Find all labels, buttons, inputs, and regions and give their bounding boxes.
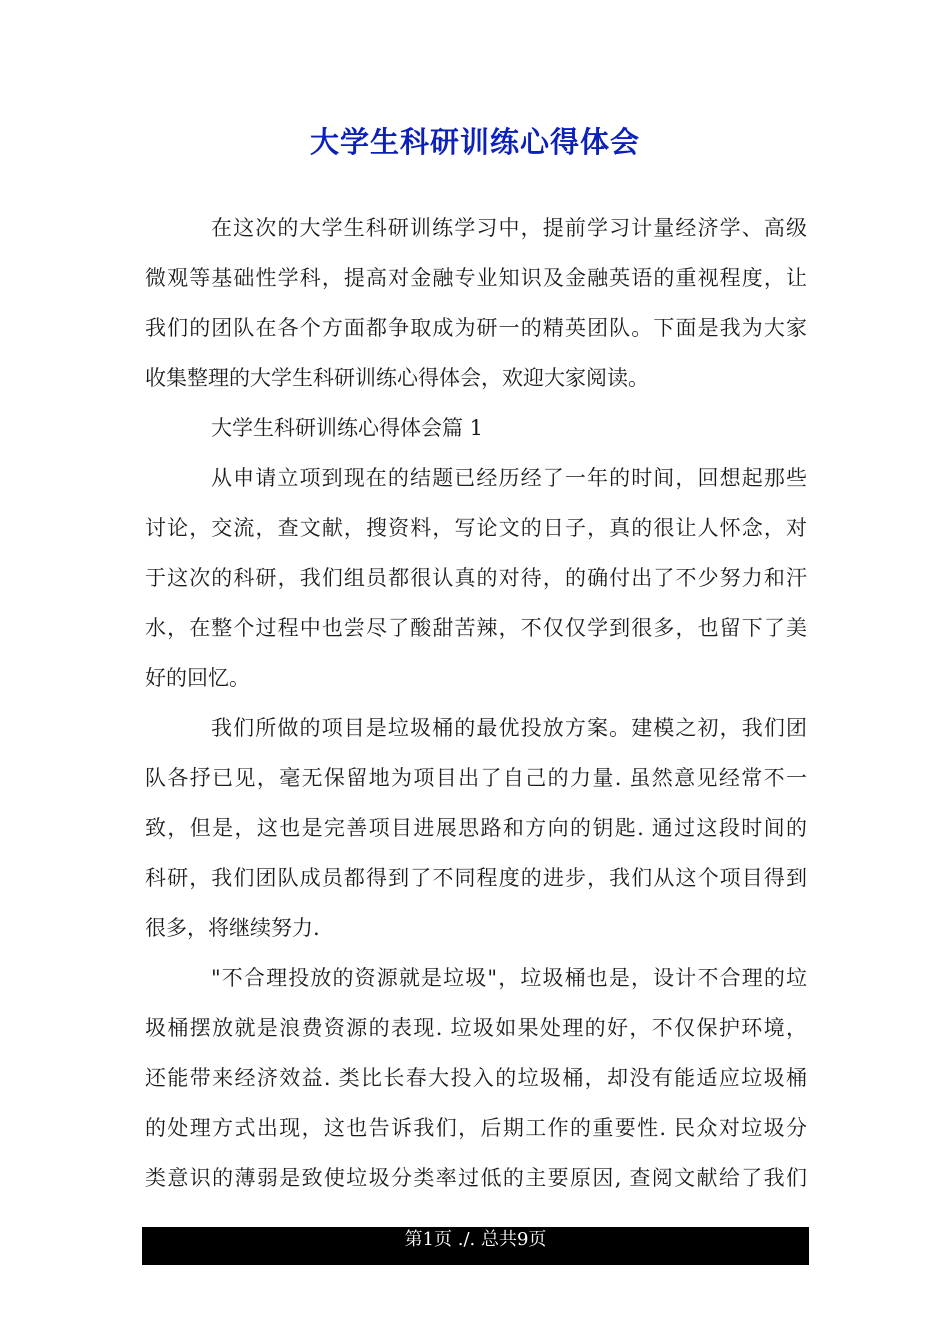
paragraph-line: 的处理方式出现，这也告诉我们，后期工作的重要性. 民众对垃圾分 bbox=[145, 1116, 807, 1140]
paragraph-line: 圾桶摆放就是浪费资源的表现. 垃圾如果处理的好，不仅保护环境， bbox=[145, 1016, 807, 1040]
section-heading: 大学生科研训练心得体会篇 1 bbox=[211, 416, 484, 440]
paragraph-line: 我们的团队在各个方面都争取成为研一的精英团队。下面是我为大家 bbox=[145, 316, 807, 340]
document-title: 大学生科研训练心得体会 bbox=[309, 125, 640, 159]
paragraph-line: 致，但是，这也是完善项目进展思路和方向的钥匙. 通过这段时间的 bbox=[145, 816, 807, 840]
paragraph-line: 于这次的科研，我们组员都很认真的对待，的确付出了不少努力和汗 bbox=[145, 566, 807, 590]
paragraph-line: 队各抒已见，毫无保留地为项目出了自己的力量. 虽然意见经常不一 bbox=[145, 766, 807, 790]
paragraph-line: 水，在整个过程中也尝尽了酸甜苦辣，不仅仅学到很多，也留下了美 bbox=[145, 616, 807, 640]
paragraph-line: 我们所做的项目是垃圾桶的最优投放方案。建模之初，我们团 bbox=[211, 716, 807, 740]
paragraph-line: 很多，将继续努力. bbox=[145, 916, 320, 940]
paragraph-line: 收集整理的大学生科研训练心得体会，欢迎大家阅读。 bbox=[145, 366, 649, 390]
paragraph-line: 从申请立项到现在的结题已经历经了一年的时间，回想起那些 bbox=[211, 466, 807, 490]
paragraph-line: 类意识的薄弱是致使垃圾分类率过低的主要原因, 查阅文献给了我们 bbox=[145, 1166, 807, 1190]
paragraph-line: 科研，我们团队成员都得到了不同程度的进步，我们从这个项目得到 bbox=[145, 866, 807, 890]
paragraph-line: 微观等基础性学科，提高对金融专业知识及金融英语的重视程度，让 bbox=[145, 266, 807, 290]
page-number-text: 第1页 ./. 总共9页 bbox=[404, 1229, 547, 1250]
document-body bbox=[145, 203, 807, 1203]
paragraph-line: 在这次的大学生科研训练学习中，提前学习计量经济学、高级 bbox=[211, 216, 807, 240]
paragraph-line: 还能带来经济效益. 类比长春大投入的垃圾桶，却没有能适应垃圾桶 bbox=[145, 1066, 807, 1090]
paragraph-line: 讨论，交流，查文献，搜资料，写论文的日子，真的很让人怀念，对 bbox=[145, 516, 807, 540]
paragraph-line: 好的回忆。 bbox=[145, 666, 250, 690]
page-footer-bar bbox=[142, 1227, 809, 1265]
paragraph-line: "不合理投放的资源就是垃圾"，垃圾桶也是，设计不合理的垃 bbox=[211, 966, 807, 990]
